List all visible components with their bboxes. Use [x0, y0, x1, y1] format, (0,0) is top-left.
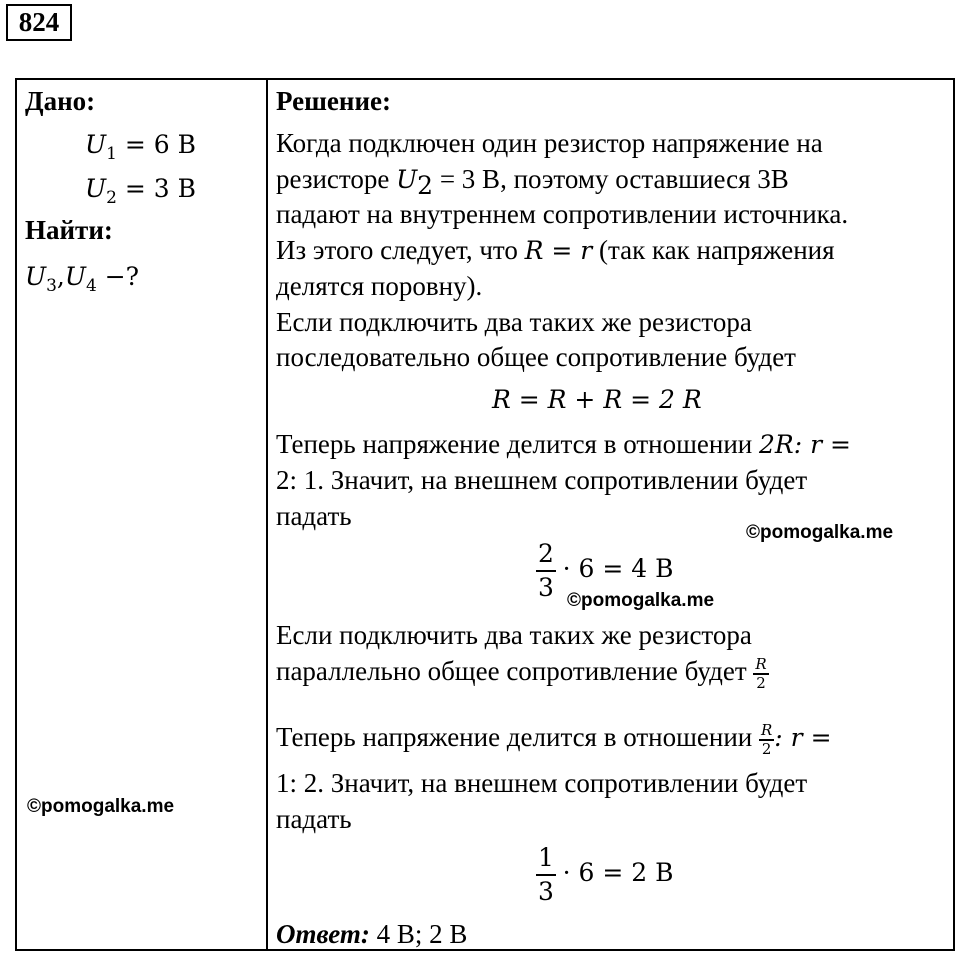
- problem-number: 824: [6, 4, 72, 41]
- p5-line3: падать: [276, 804, 352, 834]
- p3-line1: Теперь напряжение делится в отношении 2R: r =: [276, 429, 851, 459]
- p1-line1: Когда подключен один резистор напряжение на: [276, 128, 823, 158]
- solution-table: [15, 78, 955, 951]
- p1-line3: падают на внутреннем сопротивлении источника.: [276, 199, 849, 229]
- watermark: ©pomogalka.me: [567, 590, 715, 611]
- given-u2: $U_2 = 3$ В: [85, 174, 196, 208]
- given-heading: Дано:: [25, 86, 96, 116]
- find-heading: Найти:: [25, 215, 113, 245]
- p3-line3: падать: [276, 501, 352, 531]
- watermark: ©pomogalka.me: [746, 522, 894, 543]
- fraction-equation-1: $\frac{2}{3}$ · 6 = 4 В: [538, 539, 674, 602]
- fraction: $\frac{R}{2}$: [761, 720, 773, 758]
- given-column: [17, 80, 266, 949]
- watermark: ©pomogalka.me: [27, 796, 175, 817]
- p4-line1: Если подключить два таких же резистора: [276, 620, 752, 650]
- p3-line2: 2: 1. Значит, на внешнем сопротивлении будет: [276, 465, 808, 495]
- p5-line1: Теперь напряжение делится в отношении $\frac{R}{2}$ : r =: [276, 720, 832, 758]
- fraction: $\frac{1}{3}$: [538, 843, 554, 906]
- p1-line4: Из этого следует, что R = r (так как напряжения: [276, 235, 835, 265]
- p4-line2: параллельно общее сопротивление будет $\frac{R}{2}$: [276, 654, 767, 692]
- p1-line2: резисторе $U_2 = 3$ В, поэтому оставшиеся 3В: [276, 164, 789, 200]
- answer: Ответ: 4 В; 2 В: [276, 919, 468, 949]
- series-equation: R = R + R = 2 R: [492, 385, 702, 414]
- p2-line2: последовательно общее сопротивление будет: [276, 342, 796, 372]
- p5-line2: 1: 2. Значит, на внешнем сопротивлении будет: [276, 768, 808, 798]
- fraction: $\frac{2}{3}$: [538, 539, 554, 602]
- solution-column: [268, 80, 953, 949]
- solution-heading: Решение:: [276, 86, 391, 116]
- p2-line1: Если подключить два таких же резистора: [276, 307, 752, 337]
- p1-line5: делятся поровну).: [276, 271, 483, 301]
- fraction-equation-2: $\frac{1}{3}$ · 6 = 2 В: [538, 843, 674, 906]
- find-values: $U_3,U_4$ −?: [25, 262, 140, 296]
- fraction: $\frac{R}{2}$: [755, 654, 767, 692]
- given-u1: $U_1 = 6$ В: [85, 130, 196, 164]
